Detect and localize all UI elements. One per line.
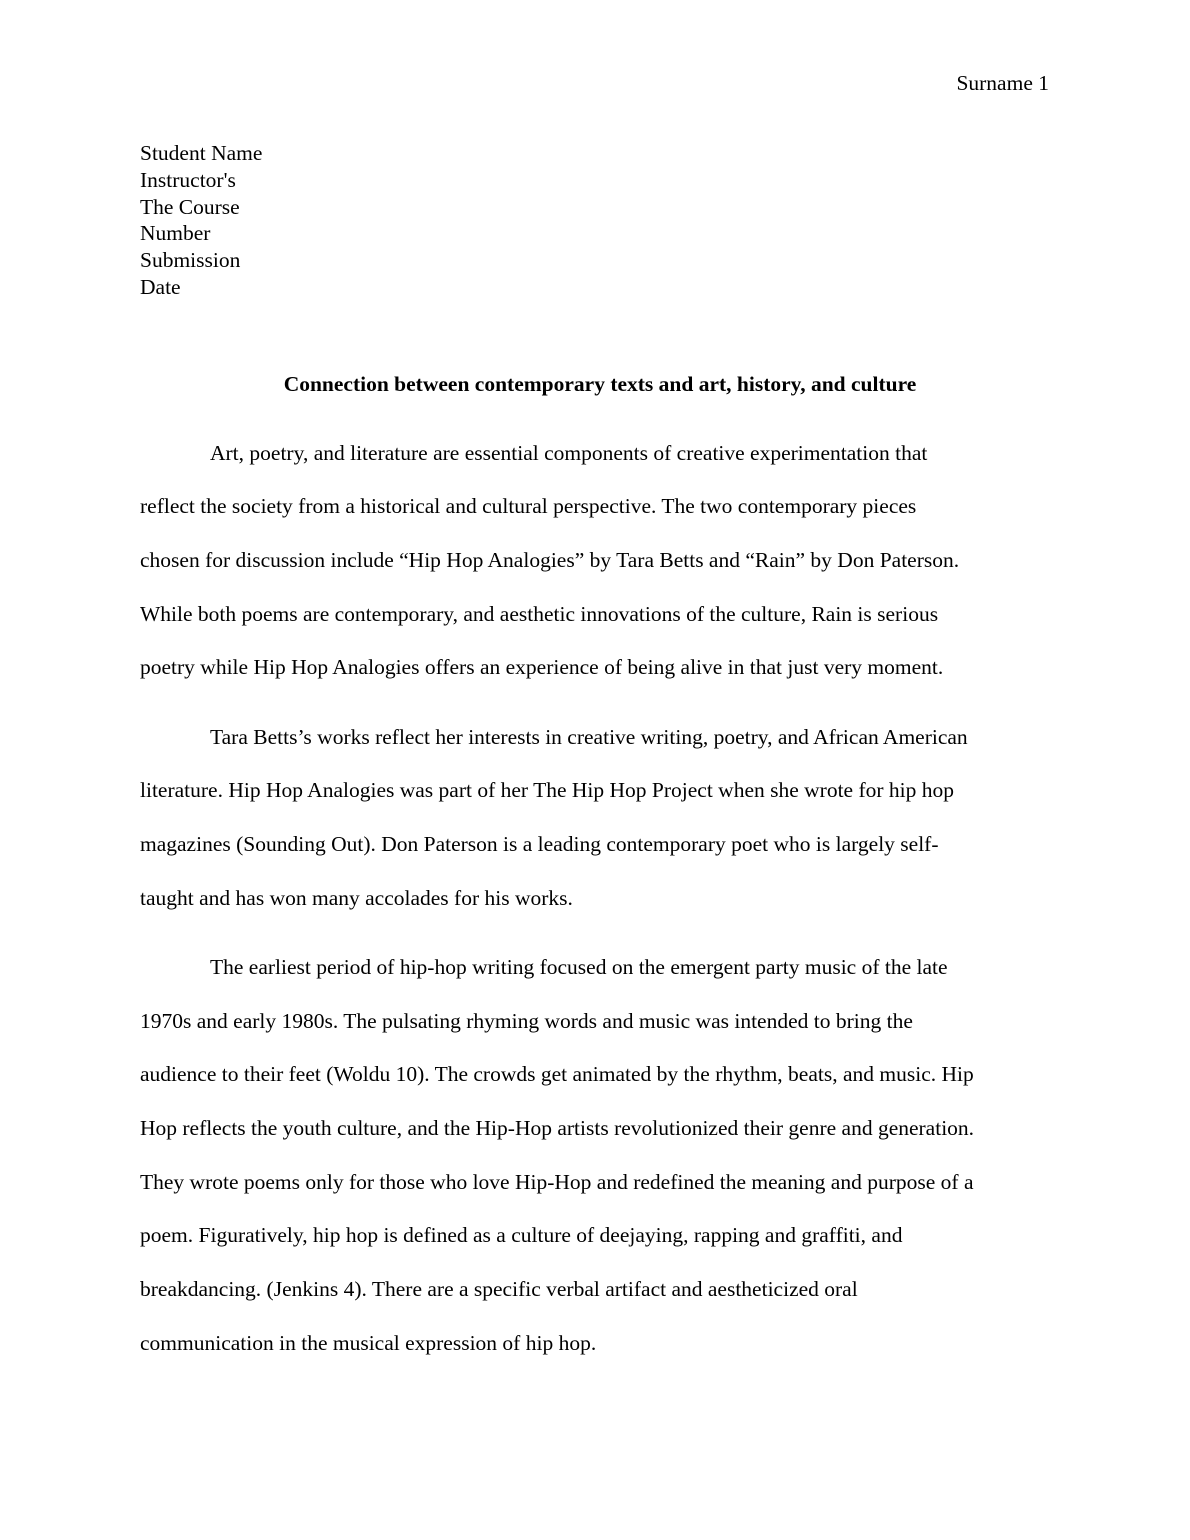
student-name-line: Student Name (140, 141, 263, 165)
paragraph-line: reflect the society from a historical and cultural perspective. The two contemporary pieces (140, 494, 917, 518)
paragraph-line: They wrote poems only for those who love Hip-Hop and redefined the meaning and purpose of a (140, 1170, 974, 1194)
paragraph-line: breakdancing. (Jenkins 4). There are a specific verbal artifact and aestheticized oral (140, 1277, 858, 1301)
paragraph-line: chosen for discussion include “Hip Hop Analogies” by Tara Betts and “Rain” by Don Paterson. (140, 548, 960, 572)
paragraph-line: magazines (Sounding Out). Don Paterson is a leading contemporary poet who is largely self- (140, 832, 939, 856)
paragraph-line: Tara Betts’s works reflect her interests in creative writing, poetry, and African American (210, 725, 968, 749)
instructor-line: Instructor's (140, 167, 236, 192)
student-info-block (140, 140, 262, 301)
number-line: Number (140, 221, 211, 246)
running-head: Surname 1 (956, 71, 1049, 95)
paragraph-line: While both poems are contemporary, and aesthetic innovations of the culture, Rain is serious (140, 602, 939, 626)
paragraph-line: 1970s and early 1980s. The pulsating rhyming words and music was intended to bring the (140, 1009, 913, 1033)
course-line: The Course (140, 194, 240, 219)
paragraph-line: literature. Hip Hop Analogies was part of her The Hip Hop Project when she wrote for hip hop (140, 778, 955, 802)
paragraph-line: poetry while Hip Hop Analogies offers an experience of being alive in that just very moment. (140, 655, 944, 679)
essay-title: Connection between contemporary texts and art, history, and culture (283, 372, 917, 396)
paragraph-line: The earliest period of hip-hop writing focused on the emergent party music of the late (210, 955, 948, 979)
submission-line: Submission (140, 248, 241, 273)
paragraph-line: Art, poetry, and literature are essential components of creative experimentation that (210, 441, 928, 465)
paragraph-line: audience to their feet (Woldu 10). The crowds get animated by the rhythm, beats, and music. Hip (140, 1062, 974, 1086)
paragraph-line: taught and has won many accolades for his works. (140, 886, 573, 910)
paragraph-line: communication in the musical expression of hip hop. (140, 1331, 597, 1355)
paragraph-line: Hop reflects the youth culture, and the Hip-Hop artists revolutionized their genre and generation. (140, 1116, 975, 1140)
date-line: Date (140, 274, 181, 299)
paragraph-line: poem. Figuratively, hip hop is defined as a culture of deejaying, rapping and graffiti, and (140, 1223, 903, 1247)
